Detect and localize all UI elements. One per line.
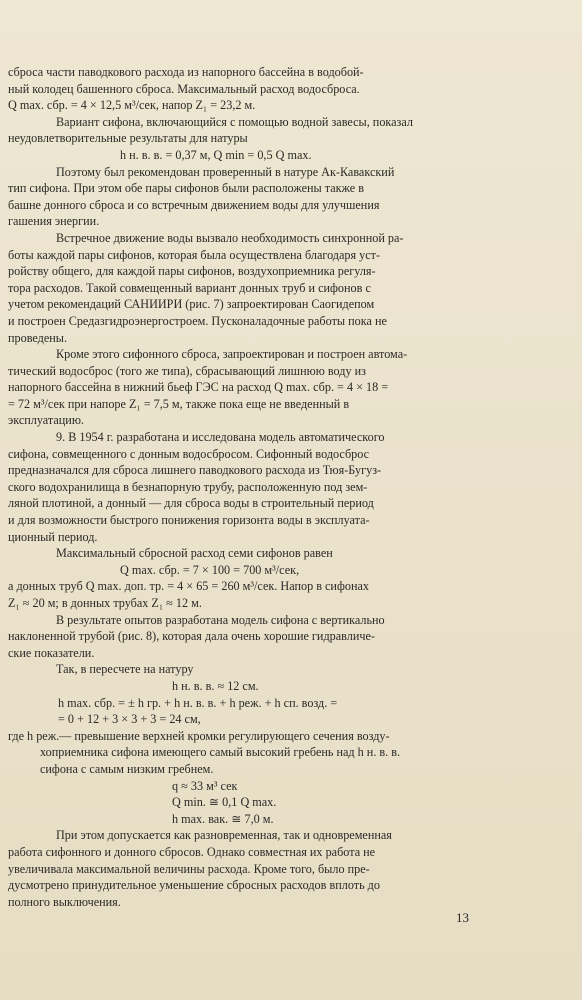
text-line: гашения энергии. (8, 214, 100, 229)
text-line: эксплуатацию. (8, 413, 84, 428)
text-line: 9. В 1954 г. разработана и исследована модель автоматического (56, 430, 385, 445)
text-line: Кроме этого сифонного сброса, запроектирован и построен автома- (56, 347, 408, 362)
text-line: полного выключения. (8, 894, 121, 909)
text-line: ройству общего, для каждой пары сифонов, воздухоприемника регуля- (8, 264, 376, 279)
text-line: увеличивала максимальной величины расхода. Кроме того, было пре- (8, 861, 370, 876)
formula-line: Q max. сбр. = 7 × 100 = 700 м³/сек, (120, 562, 300, 577)
text-line: учетом рекомендаций САНИИРИ (рис. 7) запроектирован Саогидепом (8, 297, 375, 312)
formula-line: h max. вак. ≅ 7,0 м. (172, 811, 274, 826)
text-line: Вариант сифона, включающийся с помощью водной завесы, показал (56, 114, 413, 129)
text-line: ские показатели. (8, 645, 95, 660)
formula-line: h н. в. в. = 0,37 м, Q min = 0,5 Q max. (120, 147, 312, 162)
text-line: Z₁ ≈ 20 м; в донных трубах Z₁ ≈ 12 м. (8, 596, 202, 610)
page-text (8, 64, 520, 910)
text-line: дусмотрено принудительное уменьшение сбросных расходов вплоть до (8, 878, 380, 893)
text-line: Поэтому был рекомендован проверенный в натуре Ак-Кавакский (56, 164, 395, 179)
text-line: Так, в пересчете на натуру (56, 662, 194, 677)
text-line: тип сифона. При этом обе пары сифонов были расположены также в (8, 181, 365, 196)
text-line: = 72 м³/сек при напоре Z₁ = 7,5 м, также пока еще не введенный в (8, 396, 350, 411)
text-line: Максимальный сбросной расход семи сифонов равен (56, 546, 333, 561)
text-line: сифона, совмещенного с донным водосбросом. Сифонный водосброс (8, 446, 370, 461)
text-line: башне донного сброса и со встречным движением воды для улучшения (8, 197, 380, 212)
text-line: неудовлетворительные результаты для натуры (8, 131, 248, 146)
text-line: боты каждой пары сифонов, которая была осуществлена благодаря уст- (8, 247, 381, 262)
text-line: проведены. (8, 330, 68, 345)
text-line: тора расходов. Такой совмещенный вариант донных труб и сифонов с (8, 280, 371, 295)
text-line: тический водосброс (того же типа), сбрасывающий лишнюю воду из (8, 363, 366, 378)
text-line: наклоненной трубой (рис. 8), которая дала очень хорошие гидравличе- (8, 629, 375, 644)
text-line: где h реж.— превышение верхней кромки регулирующего сечения возду- (8, 728, 390, 743)
text-line: Встречное движение воды вызвало необходимость синхронной ра- (56, 230, 404, 245)
text-line: сброса части паводкового расхода из напорного бассейна в водобой- (8, 65, 364, 79)
formula-line: Q max. сбр. = 4 × 12,5 м³/сек, напор Z₁ = 23,2 м. (8, 98, 256, 113)
text-line: хоприемника сифона имеющего самый высокий гребень над h н. в. в. (40, 745, 401, 760)
text-line: ляной плотиной, а донный — для сброса воды в строительный период (8, 496, 374, 511)
text-line: сифона с самым низким гребнем. (40, 761, 214, 776)
text-line: а донных труб Q max. доп. тр. = 4 × 65 = 260 м³/сек. Напор в сифонах (8, 579, 369, 594)
text-line: и построен Средазгидроэнергостроем. Пусконаладочные работы пока не (8, 313, 387, 328)
text-line: ный колодец башенного сброса. Максимальный расход водосброса. (8, 81, 360, 96)
formula-line: q ≈ 33 м³ сек (172, 778, 238, 793)
text-line: В результате опытов разработана модель сифона с вертикально (56, 612, 385, 627)
page-number: 13 (456, 910, 469, 925)
text-line: напорного бассейна в нижний бьеф ГЭС на расход Q max. сбр. = 4 × 18 = (8, 380, 389, 395)
text-line: и для возможности быстрого понижения горизонта воды в эксплуата- (8, 513, 370, 528)
text-line: ского водохранилища в безнапорную трубу, расположенную под зем- (8, 479, 368, 494)
formula-line: h max. сбр. = ± h гр. + h н. в. в. + h реж. + h сп. возд. = (58, 695, 338, 710)
text-line: предназначался для сброса лишнего паводкового расхода из Тюя-Бугуз- (8, 463, 382, 478)
formula-line: h н. в. в. ≈ 12 см. (172, 678, 259, 693)
formula-line: Q min. ≅ 0,1 Q max. (172, 795, 277, 810)
text-line: работа сифонного и донного сбросов. Однако совместная их работа не (8, 844, 376, 859)
text-line: ционный период. (8, 529, 98, 544)
text-line: При этом допускается как разновременная, так и одновременная (56, 828, 392, 843)
formula-line: = 0 + 12 + 3 × 3 + 3 = 24 см, (58, 712, 201, 727)
